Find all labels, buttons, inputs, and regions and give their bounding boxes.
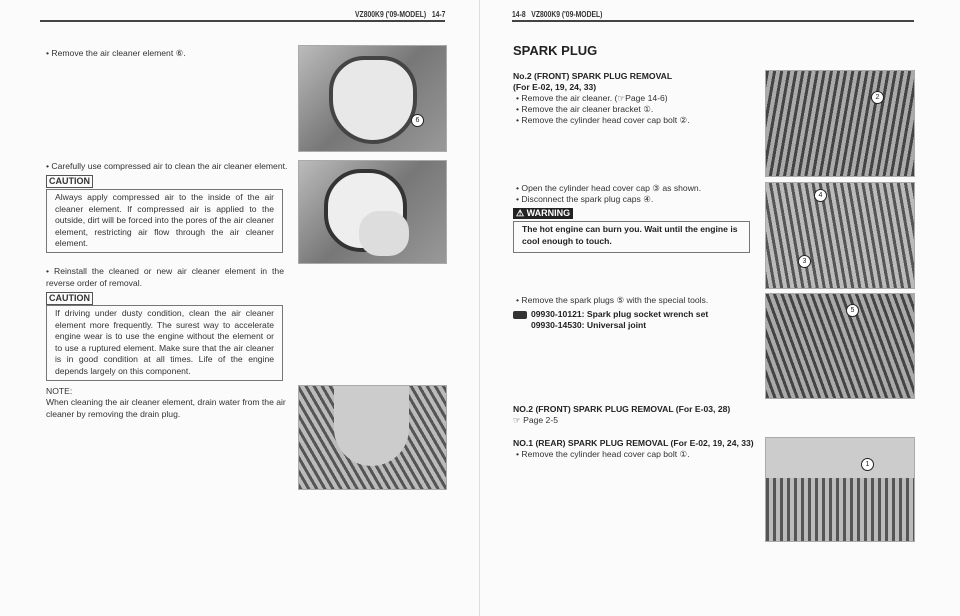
subsection-title: NO.2 (FRONT) SPARK PLUG REMOVAL (For E-03, 28) [513,404,731,414]
step-text: • Remove the spark plugs ⑤ with the special tools. [516,295,708,307]
section-title: SPARK PLUG [513,43,598,58]
header-rule [40,20,445,22]
subsection-title: NO.1 (REAR) SPARK PLUG REMOVAL (For E-02, 19, 24, 33) [513,438,754,448]
page-reference: ☞ Page 2-5 [513,415,558,425]
right-header [512,9,602,21]
cap-photo [765,182,915,289]
callout-6: 6 [411,114,424,127]
step-text: • Remove the cylinder head cover cap bolt ②. [516,115,690,127]
callout-4: 4 [814,189,827,202]
step-text: • Disconnect the spark plug caps ④. [516,194,653,206]
left-header [355,9,445,21]
caution-text: CAUTION [46,175,93,188]
warning-label [513,208,573,220]
compressed-air-photo [298,160,447,264]
warning-box: The hot engine can burn you. Wait until the engine is cool enough to touch. [513,221,750,253]
caution-box: Always apply compressed air to the inside of the air cleaner element. If compressed air is applied to the outside, dirt will be forced into the pores of the air cleaner element, restricting air flow through the air cleaner element. [46,189,283,253]
subsection-title: No.2 (FRONT) SPARK PLUG REMOVAL [513,71,673,81]
callout-5: 5 [846,304,859,317]
step-text: • Remove the air cleaner element ⑥. [46,48,186,60]
step-text: • Open the cylinder head cover cap ③ as shown. [516,183,701,195]
caution-box: If driving under dusty condition, clean the air cleaner element more frequently. The surest way to accelerate engine wear is to use the engine without the element or to use a ruptured element. Make sure that the air cleaner is in good condition at all times. Life of the engine depends largely on this component. [46,305,283,381]
rear-cylinder-photo [765,437,915,542]
special-tool-icon [513,311,527,319]
caution-label [46,175,93,188]
step-text: • Remove the cylinder head cover cap bolt ①. [516,449,690,461]
step-text: • Reinstall the cleaned or new air cleaner element in the reverse order of removal. [46,266,284,289]
page-number: 14-8 [512,10,526,19]
note-label: NOTE: [46,386,73,396]
page-number: 14-7 [431,10,446,19]
step-text: • Remove the air cleaner bracket ①. [516,104,653,116]
header-model: VZ800K9 ('09-MODEL) [355,10,427,19]
drain-plug-photo [298,385,447,490]
special-tool-1 [513,309,708,321]
callout-3: 3 [798,255,811,268]
page-gutter [479,0,480,616]
caution-label [46,292,93,305]
subsection-subtitle: (For E-02, 19, 24, 33) [513,82,597,92]
header-model: VZ800K9 ('09-MODEL) [531,10,603,19]
caution-text: CAUTION [46,292,93,305]
callout-1: 1 [861,458,874,471]
bracket-photo [765,70,915,177]
tool-text: 09930-10121: Spark plug socket wrench set [531,309,709,319]
spark-plug-photo [765,293,915,399]
step-text: • Carefully use compressed air to clean the air cleaner element. [46,161,287,173]
step-text: • Remove the air cleaner. (☞Page 14-6) [516,93,668,105]
header-rule [512,20,914,22]
note-text: When cleaning the air cleaner element, drain water from the air cleaner by removing the drain plug. [46,397,286,419]
callout-2: 2 [871,91,884,104]
warning-text: ⚠ WARNING [513,208,573,219]
air-cleaner-photo [298,45,447,152]
special-tool-2: 09930-14530: Universal joint [531,320,647,330]
